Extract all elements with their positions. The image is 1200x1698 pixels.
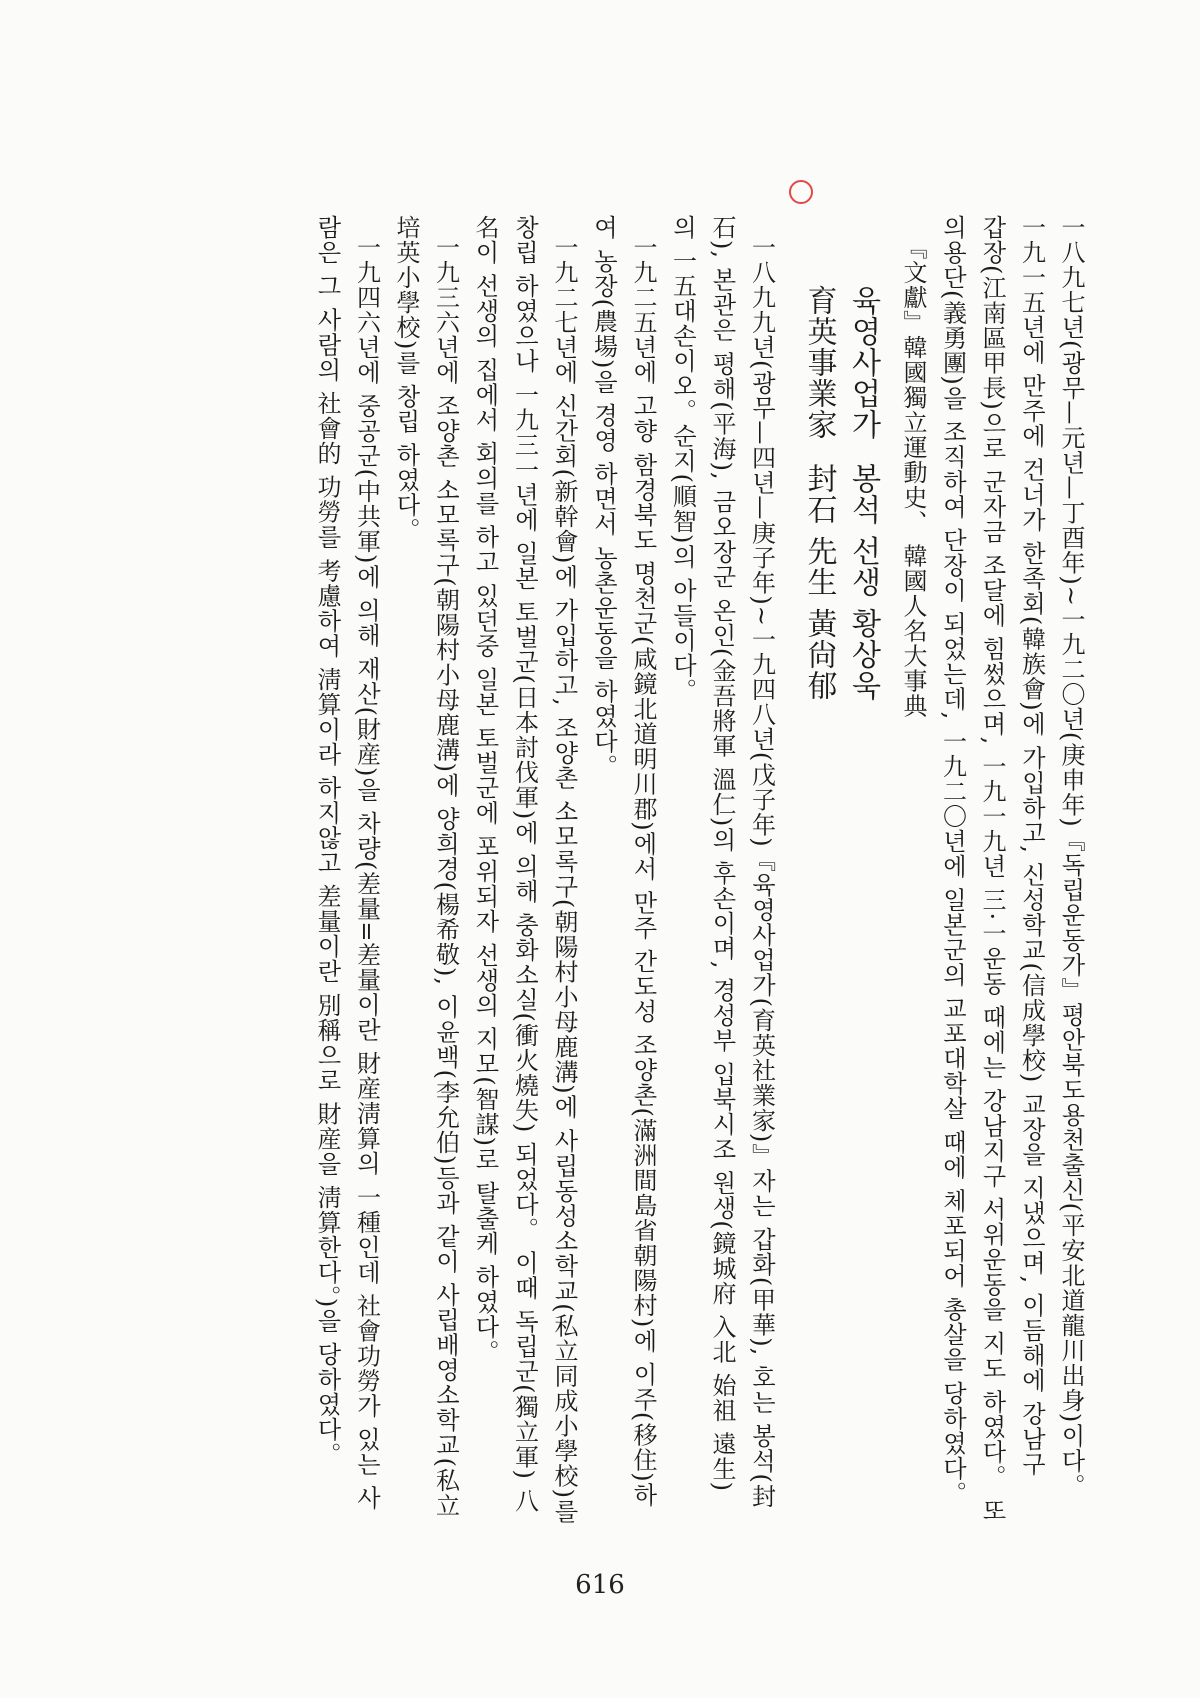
prev-entry-line: 一九一五년에 만주에 건너가 한족회(韓族會)에 가입하고, 신성학교(信成學校) 교장을 지냈으며, 이듬해에 강남구 bbox=[1017, 215, 1046, 1477]
body-line: 의 一五대손이오。순지(順智)의 아들이다。 bbox=[668, 215, 697, 703]
title-person-hanja: 封石 先生 黃尙郁 bbox=[801, 462, 837, 701]
entry-title bbox=[797, 215, 885, 1535]
body-line: 名이 선생의 집에서 회의를 하고 있던중 일본 토벌군에 포위되자 선생의 지모(智謀)로 탈출케 하였다。 bbox=[471, 215, 499, 1365]
body-line: 一九三六년에 조양촌 소모록구(朝陽村小母鹿溝)에 양희경(楊希敬), 이윤백(李允伯)등과 같이 사립배영소학교(私立 bbox=[431, 235, 460, 1518]
red-circle-mark bbox=[789, 180, 813, 204]
title-hanja: 育英事業家 bbox=[801, 285, 837, 440]
title-person-korean: 봉석 선생 황상욱 bbox=[845, 462, 881, 701]
body-line: 一九二五년에 고향 함경북도 명천군(咸鏡北道明川郡)에서 만주 간도성 조양촌(滿洲間島省朝陽村)에 이주(移住)하 bbox=[629, 235, 657, 1508]
title-korean: 육영사업가 bbox=[845, 285, 881, 440]
body-line: 石), 본관은 평해(平海), 금오장군 온인(金吾將軍 溫仁)의 후손이며, 경성부 입북시조 원생(鏡城府 入北 始祖 遠生) bbox=[708, 215, 736, 1492]
body-line: 창립 하였으나 一九三一년에 일본 토벌군(日本討伐軍)에 의해 충화소실(衝火燒失) 되었다。 이때 독립군(獨立軍) 八 bbox=[510, 215, 539, 1514]
prev-entry-line: 一八九七년(광무—元년—丁酉年)~一九二〇년(庚申年)『독립운동가』평안북도용천출신(平安北道龍川出身)이다。 bbox=[1057, 215, 1085, 1499]
page-number: 616 bbox=[575, 1570, 625, 1600]
prev-entry-line: 갑장(江南區甲長)으로 군자금 조달에 힘썼으며, 一九一九년 三·一운동 때에는 강남지구 서위운동을 지도 하였다。 또 bbox=[978, 215, 1006, 1523]
body-line: 람은 그 사람의 社會的 功勞를 考慮하여 淸算이라 하지않고 差量이란 別稱으로 財産을 淸算한다。)을 당하였다。 bbox=[313, 215, 341, 1467]
body-line: 一九四六년에 중공군(中共軍)에 의해 재산(財産)을 차량(差量=差量이란 財産淸算의 一種인데 社會功勞가 있는 사 bbox=[352, 235, 381, 1511]
body-line: 여 농장(農場)을 경영 하면서 농촌운동을 하였다。 bbox=[589, 215, 618, 779]
body-line: 一九二七년에 신간회(新幹會)에 가입하고, 조양촌 소모록구(朝陽村小母鹿溝)에 사립동성소학교(私立同成小學校)를 bbox=[550, 235, 578, 1524]
body-line: 一八九九년(광무—四년—庚子年)~一九四八년(戊子年)『육영사업가(育英社業家)』자는 갑화(甲華), 호는 봉석(封 bbox=[747, 235, 776, 1509]
prev-entry-reference: 『文獻』韓國獨立運動史、 韓國人名大事典 bbox=[899, 235, 927, 719]
vertical-text-block bbox=[307, 215, 1091, 1535]
prev-entry-line: 의용단(義勇團)을 조직하여 단장이 되었는데, 一九二〇년에 일본군의 교포대학살 때에 체포되어 총살을 당하였다。 bbox=[938, 215, 967, 1506]
body-line: 培英小學校)를 창립 하였다。 bbox=[392, 215, 420, 543]
